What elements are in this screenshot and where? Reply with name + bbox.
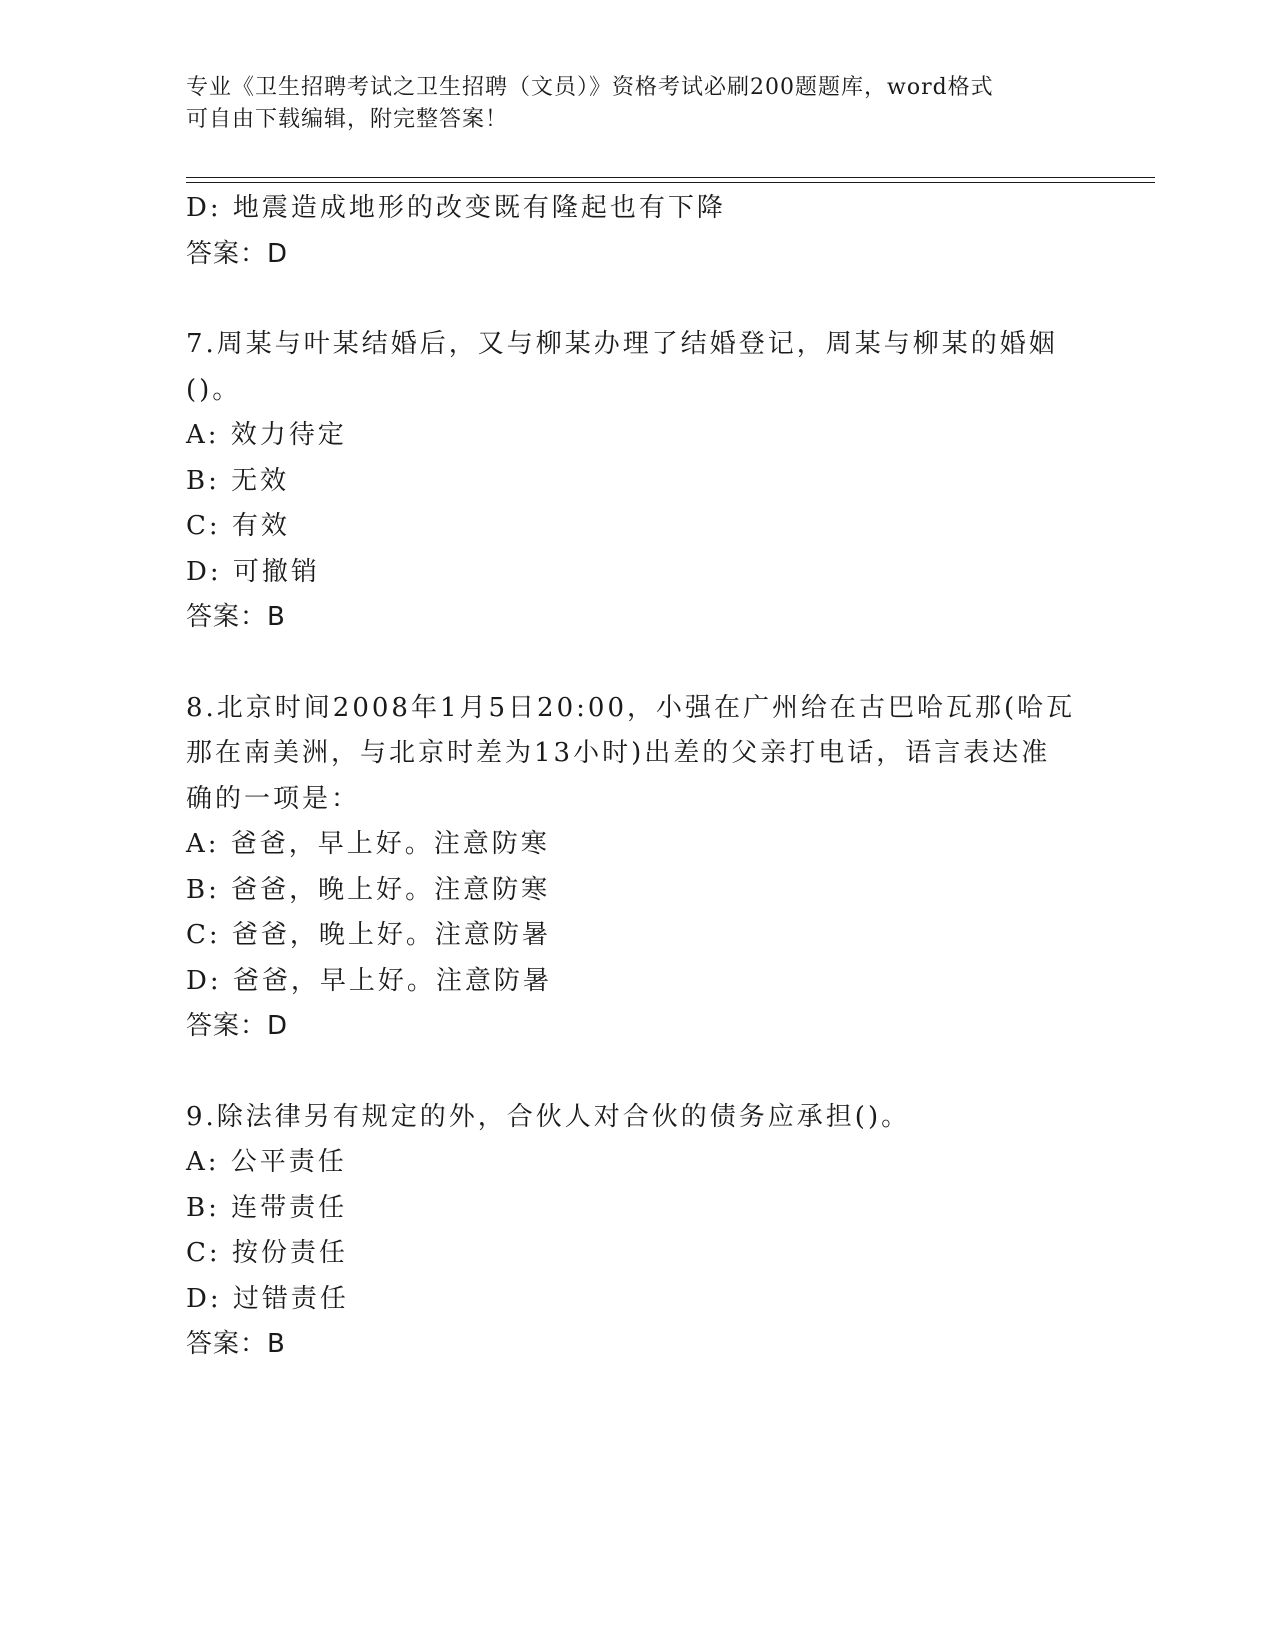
option-b: B: 爸爸，晚上好。注意防寒 xyxy=(186,874,551,905)
option-a: A: 公平责任 xyxy=(186,1147,347,1177)
document-header xyxy=(186,72,1066,136)
previous-question-tail xyxy=(186,186,1086,277)
question-8 xyxy=(186,686,1086,1050)
question-stem: 8.北京时间2008年1月5日20:00，小强在广州给在古巴哈瓦那(哈瓦 xyxy=(186,692,1076,723)
option-c: C: 有效 xyxy=(186,511,290,541)
question-stem-continued: 确的一项是： xyxy=(186,783,361,814)
question-stem-continued: ()。 xyxy=(186,374,242,405)
spacer xyxy=(186,277,1086,322)
header-divider-top xyxy=(186,177,1155,178)
spacer xyxy=(186,641,1086,686)
option-c: C: 按份责任 xyxy=(186,1238,348,1268)
answer-line: 答案：D xyxy=(186,1011,289,1041)
option-b: B: 无效 xyxy=(186,465,290,496)
option-d: D: 爸爸，早上好。注意防暑 xyxy=(186,965,552,996)
option-c: C: 爸爸，晚上好。注意防暑 xyxy=(186,920,551,950)
answer-line: 答案：D xyxy=(186,238,289,269)
question-stem: 9.除法律另有规定的外，合伙人对合伙的债务应承担()。 xyxy=(186,1101,911,1132)
option-d: D: 地震造成地形的改变既有隆起也有下降 xyxy=(186,193,726,223)
answer-line: 答案：B xyxy=(186,1329,286,1359)
header-divider-bottom xyxy=(186,182,1155,183)
option-d: D: 过错责任 xyxy=(186,1283,349,1314)
question-content xyxy=(186,186,1086,1368)
spacer xyxy=(186,1050,1086,1095)
option-a: A: 效力待定 xyxy=(186,420,347,450)
option-d: D: 可撤销 xyxy=(186,556,320,587)
header-line-1: 专业《卫生招聘考试之卫生招聘（文员）》资格考试必刷200题题库，word格式 xyxy=(186,75,994,100)
question-7 xyxy=(186,322,1086,641)
answer-line: 答案：B xyxy=(186,602,286,632)
header-line-2: 可自由下载编辑，附完整答案！ xyxy=(186,107,509,132)
option-b: B: 连带责任 xyxy=(186,1192,348,1223)
option-a: A: 爸爸，早上好。注意防寒 xyxy=(186,829,550,859)
question-stem: 7.周某与叶某结婚后，又与柳某办理了结婚登记，周某与柳某的婚姻 xyxy=(186,329,1058,359)
question-stem-continued: 那在南美洲，与北京时差为13小时)出差的父亲打电话，语言表达准 xyxy=(186,738,1051,768)
question-9 xyxy=(186,1095,1086,1368)
